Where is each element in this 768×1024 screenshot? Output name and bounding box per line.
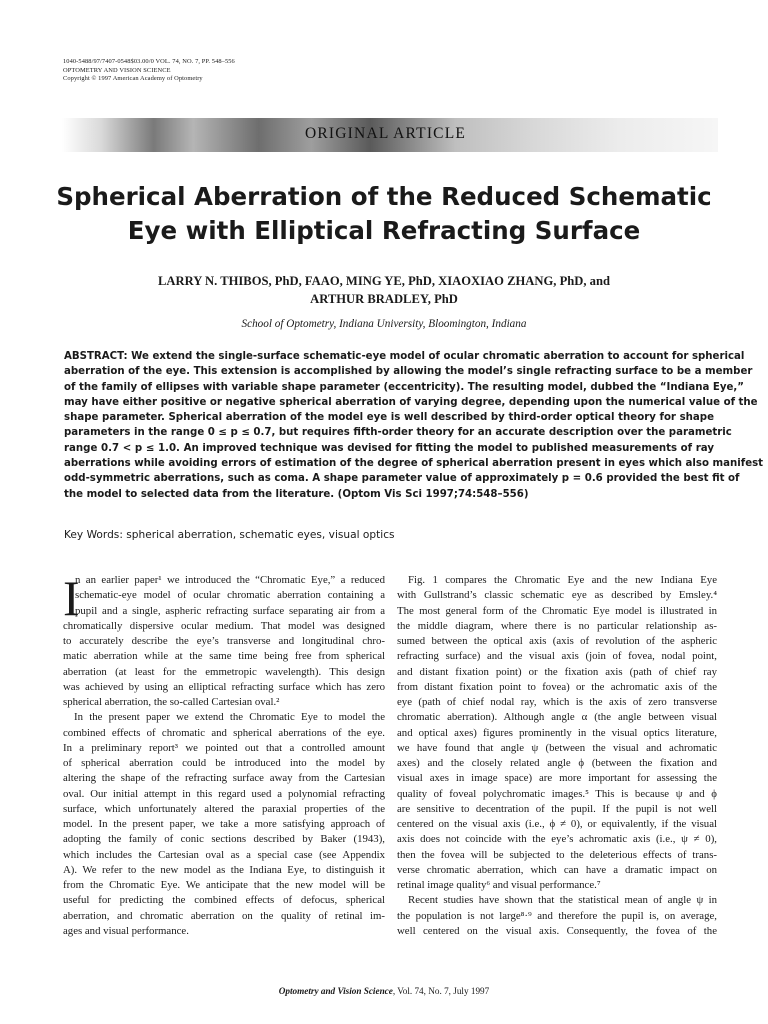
body-line: combined effects of chromatic and spherical aberrations of the eye. — [63, 726, 385, 739]
keywords: Key Words: spherical aberration, schematic eyes, visual optics — [64, 529, 395, 541]
body-line: schematic-eye model of ocular chromatic aberration containing a — [75, 589, 385, 602]
body-line: In the present paper we extend the Chromatic Eye to model the — [74, 711, 385, 724]
body-line: then the fovea will be subjected to the deleterious effects of trans- — [397, 848, 717, 861]
body-line: aberration, and chromatic aberration on the quality of retinal im- — [63, 909, 385, 922]
footer-citation: , Vol. 74, No. 7, July 1997 — [392, 986, 490, 996]
body-line: A). We refer to the new model as the Indiana Eye, to distinguish it — [63, 863, 385, 876]
body-line: and distant fixation point) or the fixation axis (path of chief ray — [397, 665, 717, 678]
body-line: axes) and the closely related angle ϕ (between the fixation and — [397, 757, 717, 769]
body-line: chromatically dispersive ocular medium. That model was designed — [63, 619, 385, 632]
body-line: of spherical aberration could be introduced into the model by — [63, 757, 385, 769]
body-line: adopting the family of conic sections described by Baker (1943), — [63, 833, 385, 846]
body-line: eye (path of chief nodal ray, which is the axis of zero transverse — [397, 696, 717, 708]
body-line: pupil and a single, aspheric refracting surface separating air from a — [75, 604, 385, 617]
body-line: Recent studies have shown that the statistical mean of angle ψ in — [408, 894, 717, 907]
body-line: verse chromatic aberration, which can have a dramatic impact on — [397, 863, 717, 876]
article-type-label: ORIGINAL ARTICLE — [305, 125, 467, 142]
abstract-line: the model to selected data from the literature. (Optom Vis Sci 1997;74:548–556) — [64, 488, 529, 500]
authors-line-2: ARTHUR BRADLEY, PhD — [310, 292, 458, 306]
abstract-line: shape parameter. Spherical aberration of the model eye is well described by third-order optical theory for shape — [64, 412, 714, 424]
abstract-line: range 0.7 < p ≤ 1.0. An improved technique was devised for fitting the model to published measurements of ray — [64, 442, 714, 454]
abstract-line: ABSTRACT: We extend the single-surface schematic-eye model of ocular chromatic aberration to account for spherical — [64, 351, 745, 362]
body-line: from distant fixation point to fovea) or the achromatic axis of the — [397, 680, 717, 693]
body-line: refracting surface) and the visual axis (join of fovea, nodal point, — [397, 650, 717, 663]
title-line-2: Eye with Elliptical Refracting Surface — [127, 216, 641, 245]
body-line: the middle diagram, where there is no particular relationship as- — [397, 619, 717, 632]
body-line: oval. Our initial attempt in this regard used a polynomial refracting — [63, 787, 385, 800]
body-line: the population is not large⁸·⁹ and therefore the pupil is, on average, — [397, 909, 717, 922]
body-line: spherical aberration, the so-called Cartesian oval.² — [63, 696, 280, 708]
abstract-line: of the family of ellipses with variable shape parameter (eccentricity). The resulting model, dubbed the “Indiana Eye,” — [64, 381, 744, 393]
abstract-line: aberrations while avoiding errors of estimation of the degree of spherical aberration present in eyes which also manifest — [64, 458, 764, 470]
body-line: ages and visual performance. — [63, 924, 189, 937]
body-line: are sensitive to decentration of the pupil. If the pupil is not well — [397, 802, 717, 815]
affiliation: School of Optometry, Indiana University, Bloomington, Indiana — [241, 318, 527, 330]
abstract-line: aberration of the eye. This extension is accomplished by allowing the model’s single refracting surface to be a member — [64, 366, 753, 378]
title-line-1: Spherical Aberration of the Reduced Schematic — [56, 182, 712, 211]
drop-cap: I — [63, 570, 80, 626]
body-line: visual axes in image space) are more important for assessing the — [397, 772, 717, 785]
body-column-right — [397, 573, 717, 939]
abstract-line: odd-symmetric aberrations, such as coma. A shape parameter value of approximately p = 0.6 provided the best fit of — [64, 473, 740, 485]
meta-line-3: Copyright © 1997 American Academy of Optometry — [63, 75, 203, 83]
body-line: we have found that angle ψ (between the visual and achromatic — [397, 741, 717, 754]
authors-line-1: LARRY N. THIBOS, PhD, FAAO, MING YE, PhD, XIAOXIAO ZHANG, PhD, and — [158, 274, 610, 288]
author-list — [0, 272, 768, 308]
body-line: to accurately describe the eye’s transverse and longitudinal chro- — [63, 635, 385, 647]
body-line: retinal image quality⁶ and visual performance.⁷ — [397, 879, 601, 891]
body-line: matic aberration while at the same time being free from spherical — [63, 650, 385, 663]
body-line: and optical axes) figures prominently in the visual optics literature, — [397, 726, 717, 739]
body-line: aberration (at least for the emmetropic wavelength). This design — [63, 665, 385, 678]
article-title — [0, 180, 768, 248]
body-line: model. In the present paper, we take a more satisfying approach of — [63, 818, 385, 830]
meta-line-1: 1040-5488/97/7407-0548$03.00/0 VOL. 74, NO. 7, PP. 548–556 — [63, 58, 235, 65]
body-line: Fig. 1 compares the Chromatic Eye and the new Indiana Eye — [408, 574, 717, 586]
body-line: from the Chromatic Eye. We anticipate that the new model will be — [63, 879, 385, 891]
body-line: axis does not coincide with the eye’s achromatic axis (i.e., ψ ≠ 0), — [397, 833, 717, 846]
body-line: quality of foveal polychromatic images.⁵ This is because ψ and ϕ — [397, 787, 717, 800]
abstract-line: may have either positive or negative spherical aberration of varying degree, depending upon the numerical value of the — [64, 396, 758, 408]
body-line: sumed between the optical axis (axis of revolution of the aspheric — [397, 635, 717, 647]
body-line: The most general form of the Chromatic Eye model is illustrated in — [397, 604, 717, 617]
meta-line-2: OPTOMETRY AND VISION SCIENCE — [63, 66, 171, 74]
body-line: n an earlier paper¹ we introduced the “Chromatic Eye,” a reduced — [75, 574, 385, 586]
body-line: well centered on the visual axis. Consequently, the fovea of the — [397, 924, 717, 937]
body-line: chromatic aberration). Although angle α (the angle between visual — [397, 711, 717, 724]
publication-metadata — [63, 58, 235, 84]
abstract-line: parameters in the range 0 ≤ p ≤ 0.7, but requires fifth-order theory for an accurate description over the parametric — [64, 427, 732, 439]
footer-journal-name: Optometry and Vision Science — [278, 986, 393, 996]
body-line: useful for predicting the combined effects of defocus, spherical — [63, 894, 385, 907]
body-line: with Gullstrand’s classic schematic eye as described by Emsley.⁴ — [397, 589, 717, 602]
page-footer — [0, 986, 768, 996]
body-line: which includes the Cartesian oval as a special case (see Appendix — [63, 848, 385, 861]
body-column-left — [63, 570, 385, 939]
body-line: centered on the visual axis (i.e., ϕ ≠ 0), or equivalently, if the visual — [397, 818, 717, 830]
abstract — [64, 349, 764, 502]
body-line: was achieved by using an elliptical refracting surface which has zero — [63, 680, 385, 693]
body-line: surface, which unfortunately altered the paraxial properties of the — [63, 802, 385, 815]
body-line: In a preliminary report³ we pointed out that a controlled amount — [63, 741, 385, 754]
body-line: altering the shape of the refracting surface away from the Cartesian — [63, 772, 385, 785]
